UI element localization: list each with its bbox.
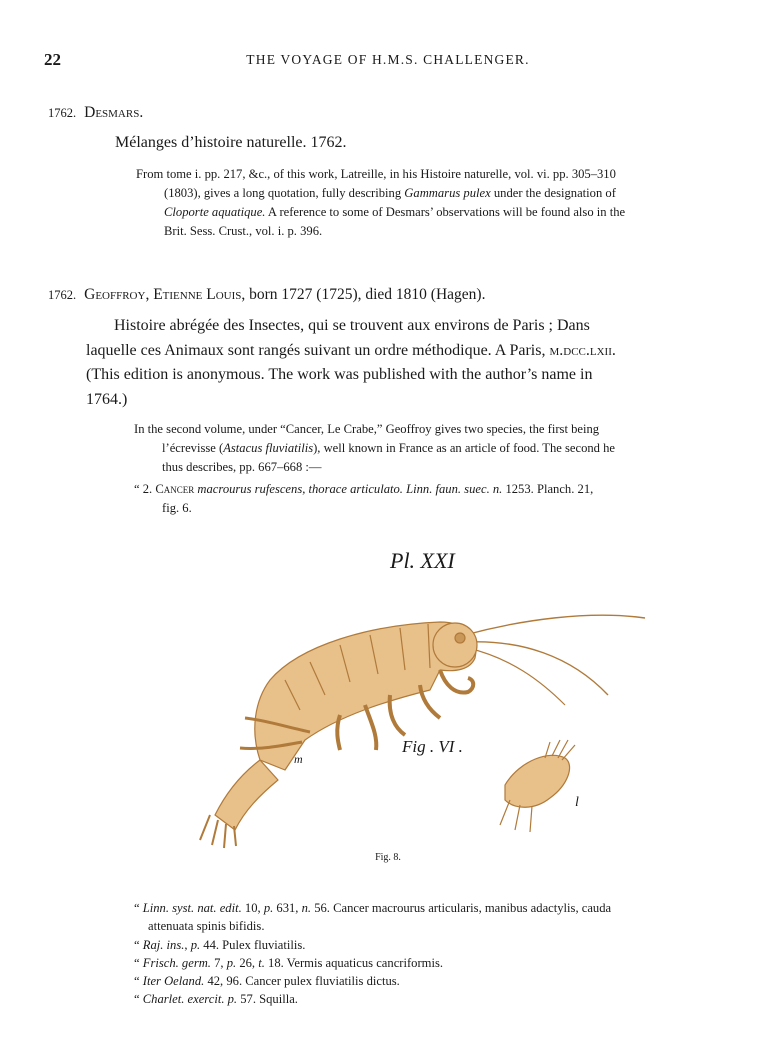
ref-source: Raj. ins.	[142, 937, 185, 952]
quote-text: 1253. Planch. 21,	[502, 482, 594, 496]
running-title: THE VOYAGE OF H.M.S. CHALLENGER.	[246, 52, 530, 67]
ref-text: 18. Vermis aquaticus cancriformis.	[264, 955, 444, 970]
quote-italic: macrourus rufescens, thorace articulato. Linn. faun. suec. n.	[194, 482, 503, 496]
entry-year: 1762.	[48, 106, 77, 120]
note-text: ), well known in France as an article of food. The second he	[313, 441, 616, 455]
amphipod-illustration	[190, 600, 660, 850]
ref-text: 44. Pulex fluviatilis.	[200, 937, 306, 952]
reference-item	[134, 972, 726, 990]
entry-heading-desmars	[48, 104, 143, 122]
ref-text: 56. Cancer macrourus articularis, manibus adactylis, cauda	[311, 901, 612, 915]
species-name: Cloporte aquatique.	[164, 205, 266, 219]
para-text: laquelle ces Animaux sont rangés suivant un ordre méthodique. A Paris,	[86, 341, 550, 359]
quote-mark: “	[134, 992, 143, 1007]
ref-source: Charlet. exercit.	[142, 992, 225, 1007]
quote-mark: “	[134, 937, 143, 952]
ref-text: 631,	[273, 901, 302, 915]
ref-text: 42, 96. Cancer pulex fluviatilis dictus.	[204, 974, 400, 989]
quote-mark: “	[134, 974, 143, 989]
reference-item	[134, 899, 726, 917]
ref-abbr: t.	[258, 955, 265, 970]
ref-source: Frisch. germ.	[142, 955, 211, 970]
note-text: (1803), gives a long quotation, fully describing	[164, 186, 405, 200]
entry-heading-geoffroy	[48, 286, 485, 304]
figure-label: Fig . VI .	[402, 737, 463, 756]
species-name: Gammarus pulex	[404, 186, 491, 200]
roman-date: m.dcc.lxii.	[549, 341, 616, 359]
note-text: A reference to some of Desmars’ observations will be found also in the	[265, 205, 626, 219]
note-line	[136, 184, 726, 203]
figure-letter-m: m	[294, 752, 303, 766]
ref-text: ,	[184, 937, 191, 952]
quote-line	[134, 480, 726, 499]
ref-abbr: n.	[301, 901, 312, 915]
ref-text: 26,	[236, 955, 259, 970]
figure-caption: Fig. 8.	[375, 852, 401, 863]
references-list	[134, 899, 726, 1009]
genus-name: Cancer	[155, 482, 195, 496]
para-line	[86, 339, 726, 364]
species-name: Astacus fluviatilis	[223, 441, 314, 455]
entry-note	[136, 165, 726, 241]
note-line	[136, 203, 726, 222]
ref-source: Iter Oeland.	[142, 974, 205, 989]
reference-item	[134, 936, 726, 954]
reference-item	[134, 954, 726, 972]
reference-continuation: attenuata spinis bifidis.	[148, 919, 265, 934]
entry-paragraph	[86, 314, 726, 412]
entry-year: 1762.	[48, 288, 77, 302]
page-number: 22	[44, 50, 61, 69]
note-line: From tome i. pp. 217, &c., of this work, Latreille, in his Histoire naturelle, vol. vi. pp. 305–310	[136, 167, 616, 181]
note-line	[134, 439, 726, 458]
quote-line: fig. 6.	[162, 501, 192, 515]
entry-note	[134, 420, 726, 518]
entry-title: Mélanges d’histoire naturelle. 1762.	[115, 134, 347, 151]
para-line: Histoire abrégée des Insectes, qui se trouvent aux environs de Paris ; Dans	[114, 317, 590, 334]
entry-author: Desmars.	[84, 104, 144, 121]
entry-dates: , born 1727 (1725), died 1810 (Hagen).	[241, 286, 486, 303]
ref-text: 7,	[210, 955, 227, 970]
ref-source: Linn. syst. nat. edit.	[142, 901, 242, 915]
note-line: In the second volume, under “Cancer, Le Crabe,” Geoffroy gives two species, the first being	[134, 422, 600, 436]
reference-item	[134, 990, 726, 1008]
note-text: under the designation of	[490, 186, 616, 200]
note-line: thus describes, pp. 667–668 :—	[162, 460, 322, 474]
ref-text: 57. Squilla.	[237, 992, 298, 1007]
quote-mark: “	[134, 955, 143, 970]
quote-mark: “ 2.	[134, 482, 156, 496]
plate-label: Pl. XXI	[390, 548, 455, 573]
figure-letter-l: l	[575, 795, 579, 810]
para-line: (This edition is anonymous. The work was published with the author’s name in	[86, 366, 593, 383]
note-text: l’écrevisse (	[162, 441, 224, 455]
ref-abbr: p.	[263, 901, 274, 915]
entry-author: Geoffroy, Etienne Louis	[84, 286, 242, 303]
ref-abbr: p.	[227, 992, 238, 1007]
note-line: Brit. Sess. Crust., vol. i. p. 396.	[164, 224, 323, 238]
ref-abbr: p.	[190, 937, 201, 952]
quote-mark: “	[134, 901, 143, 915]
ref-text: 10,	[241, 901, 264, 915]
para-line: 1764.)	[86, 390, 128, 408]
ref-abbr: p.	[226, 955, 237, 970]
